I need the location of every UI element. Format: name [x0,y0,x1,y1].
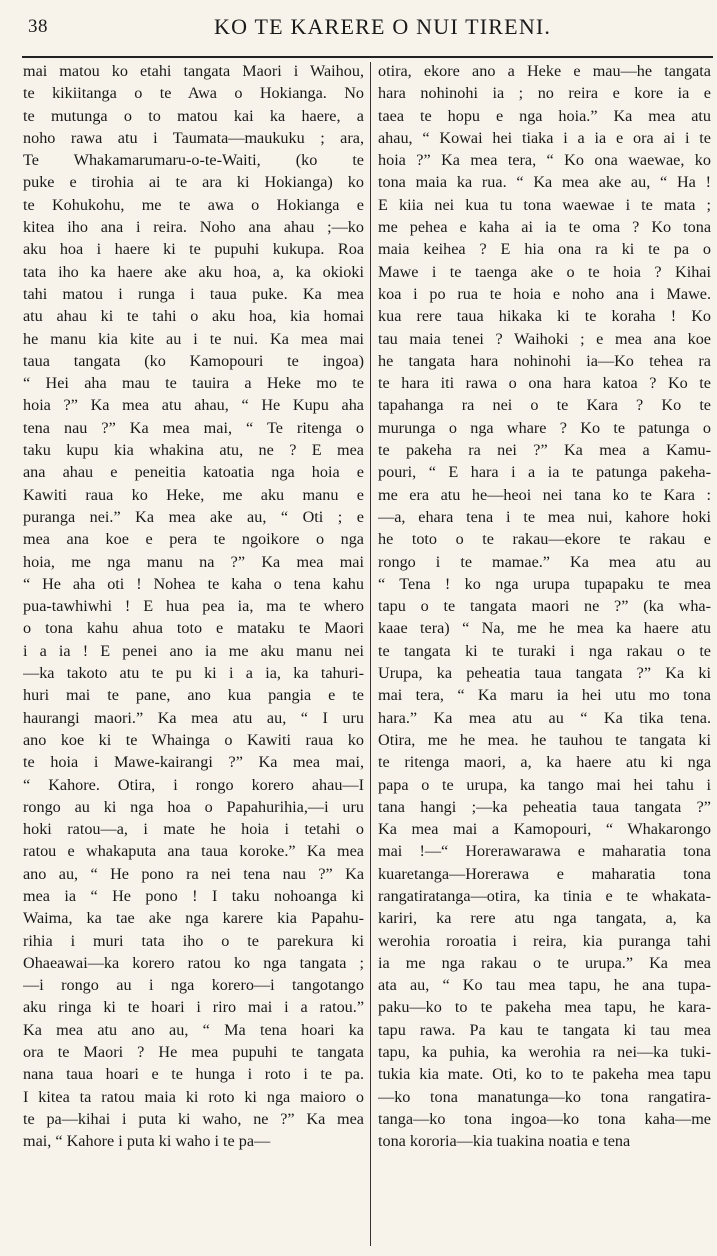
text-line: mai tera, “ Ka maru ia hei utu mo tona [378,686,711,705]
text-line: ano koe ki te Whainga o Kawiti raua ko [23,730,364,749]
text-line: papa o te urupa, ka tango mai hei tahu i [378,775,711,794]
text-line: tona maia ka rua. “ Ka mea ake au, “ Ha ! [378,173,711,192]
text-line: Ka mea mai a Kamopouri, “ Whakarongo [378,820,711,839]
text-columns [0,60,717,1250]
text-line: nana taua hoari e te hunga i roto i te pa. [23,1065,364,1084]
text-line: hoia ?” Ka mea atu ahau, “ He Kupu aha [23,396,364,415]
text-line: mai matou ko etahi tangata Maori i Waihou, [23,62,364,80]
text-line: mea ia “ He pono ! I taku nohoanga ki [23,886,364,905]
text-line: tahi matou i runga i taua puke. Ka mea [23,284,364,303]
text-line: E kiia nei kua tu tona waewae i te mata ; [378,195,711,214]
text-line: he tangata hara nohinohi ia—Ko tehea ra [378,351,711,370]
text-line: rongo au ki nga hoa o Papahurihia,—i uru [23,797,364,816]
text-line: haurangi maori.” Ka mea atu au, “ I uru [23,708,364,727]
text-line: mai !—“ Horerawarawa e maharatia tona [378,842,711,861]
text-line: kua rere taua hikaka ki te koraha ! Ko [378,307,711,326]
text-line: pouri, “ E hara i a ia te patunga pakeha- [378,463,711,482]
text-line: pua-tawhiwhi ! E hua pea ia, ma te whero [23,597,364,616]
text-line: ata au, “ Ko tau mea tapu, he ana tupa- [378,976,711,995]
text-line: kitea iho ana i reira. Noho ana ahau ;—ko [23,218,364,237]
text-line: tana hangi ;—ka peheatia taua tangata ?” [378,797,711,816]
text-line: ano au, “ He pono ra nei tena nau ?” Ka [23,864,364,883]
text-line: “ Kahore. Otira, i rongo korero ahau—I [23,775,364,794]
text-line: te pakeha ra nei ?” Ka mea a Kamu- [378,441,711,460]
text-line: tata iho ka haere ake aku hoa, a, ka okioki [23,262,364,281]
text-line: o tona kahu ahua toto e mataku te Maori [23,619,364,638]
text-line: te hoia i Mawe-kairangi ?” Ka mea mai, [23,753,364,772]
text-line: —a, ehara tena i te mea nui, kahore hoki [378,507,711,526]
text-line: hara nohinohi ia ; no reira e kore ia e [378,84,711,103]
text-line: Mawe i te taenga ake o te hoia ? Kihai [378,262,711,281]
text-line: tukia kia mate. Oti, ko to te pakeha mea tapu [378,1065,711,1084]
text-line: “ Hei aha mau te tauira a Heke mo te [23,374,364,393]
text-line: hoia ?” Ka mea tera, “ Ko ona waewae, ko [378,151,711,170]
text-line: Waima, ka tae ake nga karere kia Papahu- [23,909,364,928]
text-line: te tangata ki te turaki i nga rakau o te [378,641,711,660]
text-line: —ko tona manatunga—ko tona rangatira- [378,1087,711,1106]
page-header [14,10,711,46]
text-line: tapu o te tangata maori ne ?” (ka wha- [378,597,711,616]
newspaper-title: KO TE KARERE O NUI TIRENI. [214,14,552,39]
text-line: Urupa, ka peheatia taua tangata ?” Ka ki [378,664,711,683]
text-line: Ohaeawai—ka korero ratou ko nga tangata ; [23,953,364,972]
text-line: werohia roroatia i reira, kia puranga tahi [378,931,711,950]
text-line: taea te hopu e nga hoia.” Ka mea atu [378,106,711,125]
text-line: he manu kia kite au i te nui. Ka mea mai [23,329,364,348]
text-line: I kitea ta ratou maia ki roto ki nga maioro o [23,1087,364,1106]
text-line: ahau, “ Kowai hei tiaka i a ia e ora ai i te [378,128,711,147]
text-line: he toto o te rakau—ekore te rakau e [378,530,711,549]
text-line: atu ahau ki te tahi o aku hoa, kia homai [23,307,364,326]
text-line: te pa—kihai i puta ki waho, ne ?” Ka mea [23,1109,364,1128]
text-line: kaae tera) “ Na, me he mea ka haere atu [378,619,711,638]
text-line: maia keihea ? E hia ona ra ki te pa o [378,240,711,259]
text-line: murunga o nga whare ? Ko te patunga o [378,418,711,437]
header-rule [22,56,713,58]
text-line: koa i po rua te hoia e noho ana i Mawe. [378,284,711,303]
text-line: tapahanga ra nei o te Kara ? Ko te [378,396,711,415]
text-line: mea ana koe e pera te ngoikore o nga [23,530,364,549]
text-line: puke e tirohia ai te ara ki Hokianga) ko [23,173,364,192]
text-line: hara.” Ka mea atu au “ Ka tika tena. [378,708,711,727]
text-line: Te Whakamarumaru-o-te-Waiti, (ko te [23,151,364,170]
text-line: tona kororia—kia tuakina noatia e tena [378,1132,631,1151]
text-line: “ He aha oti ! Nohea te kaha o tena kahu [23,574,364,593]
text-line: me pehea e kaha ai ia te oma ? Ko tona [378,218,711,237]
right-column [378,60,711,1153]
text-line: tapu rawa. Pa kau te tangata ki tau mea [378,1020,711,1039]
text-line: “ Tena ! ko nga urupa tupapaku te mea [378,574,711,593]
text-line: ora te Maori ? He mea pupuhi te tangata [23,1043,364,1062]
text-line: ratou e whakaputa ana taua koroke.” Ka mea [23,842,364,861]
text-line: puranga nei.” Ka mea ake au, “ Oti ; e [23,507,364,526]
text-line: te ritenga maori, a, ka haere atu ki nga [378,753,711,772]
text-line: —ka takoto atu te pu ki i a ia, ka tahuri- [23,664,364,683]
text-line: rihia i muri tata iho o te parekura ki [23,931,364,950]
text-line: —i rongo au i nga korero—i tangotango [23,976,364,995]
text-line: tau maia tenei ? Waihoki ; e mea ana koe [378,329,711,348]
text-line: paku—ko to te pakeha mea tapu, he kara- [378,998,711,1017]
text-line: tapu, ka puhia, ka werohia ra nei—ka tuki- [378,1043,711,1062]
text-line: te kikiitanga o te Awa o Hokianga. No [23,84,364,103]
text-line: rangatiratanga—otira, ka tinia e te whakata- [378,886,711,905]
text-line: kariri, ka rere atu nga tangata, a, ka [378,909,711,928]
text-line: aku hoa i haere ki te pupuhi kukupa. Roa [23,240,364,259]
text-line: te hara iti rawa o ona hara katoa ? Ko te [378,374,711,393]
text-line: aku ringa ki te hoari i riro mai i a ratou.” [23,998,364,1017]
page-number: 38 [28,16,48,37]
text-line: Kawiti raua ko Heke, me aku manu e [23,485,364,504]
text-line: otira, ekore ano a Heke e mau—he tangata [378,62,711,80]
text-line: kuaretanga—Horerawa e maharatia tona [378,864,711,883]
text-line: rongo i te mamae.” Ka mea atu au [378,552,711,571]
left-column [23,60,364,1153]
text-line: hoki ratou—a, i mate he hoia i tetahi o [23,820,364,839]
text-line: taua tangata (ko Kamopouri te ingoa) [23,351,364,370]
column-divider [370,62,371,1246]
text-line: te Kohukohu, me te awa o Hokianga e [23,195,364,214]
text-line: tena nau ?” Ka mea mai, “ Te ritenga o [23,418,364,437]
text-line: ana ahau e peneitia katoatia nga hoia e [23,463,364,482]
text-line: taku kupu kia whakina atu, ne ? E mea [23,441,364,460]
text-line: noho rawa atu i Taumata—maukuku ; ara, [23,128,364,147]
text-line: huri mai te pane, ano kua pangia e te [23,686,364,705]
text-line: te mutunga o to matou kai ka haere, a [23,106,364,125]
text-line: i a ia ! E penei ano ia me aku manu nei [23,641,364,660]
text-line: me era atu he—heoi nei tana ko te Kara : [378,485,711,504]
text-line: ia me nga rakau o te urupa.” Ka mea [378,953,711,972]
text-line: Otira, me he mea. he tauhou te tangata ki [378,730,711,749]
text-line: Ka mea atu ano au, “ Ma tena hoari ka [23,1020,364,1039]
text-line: hoia, me nga manu na ?” Ka mea mai [23,552,364,571]
text-line: tanga—ko tona ingoa—ko tona kaha—me [378,1109,711,1128]
text-line: mai, “ Kahore i puta ki waho i te pa— [23,1132,271,1151]
